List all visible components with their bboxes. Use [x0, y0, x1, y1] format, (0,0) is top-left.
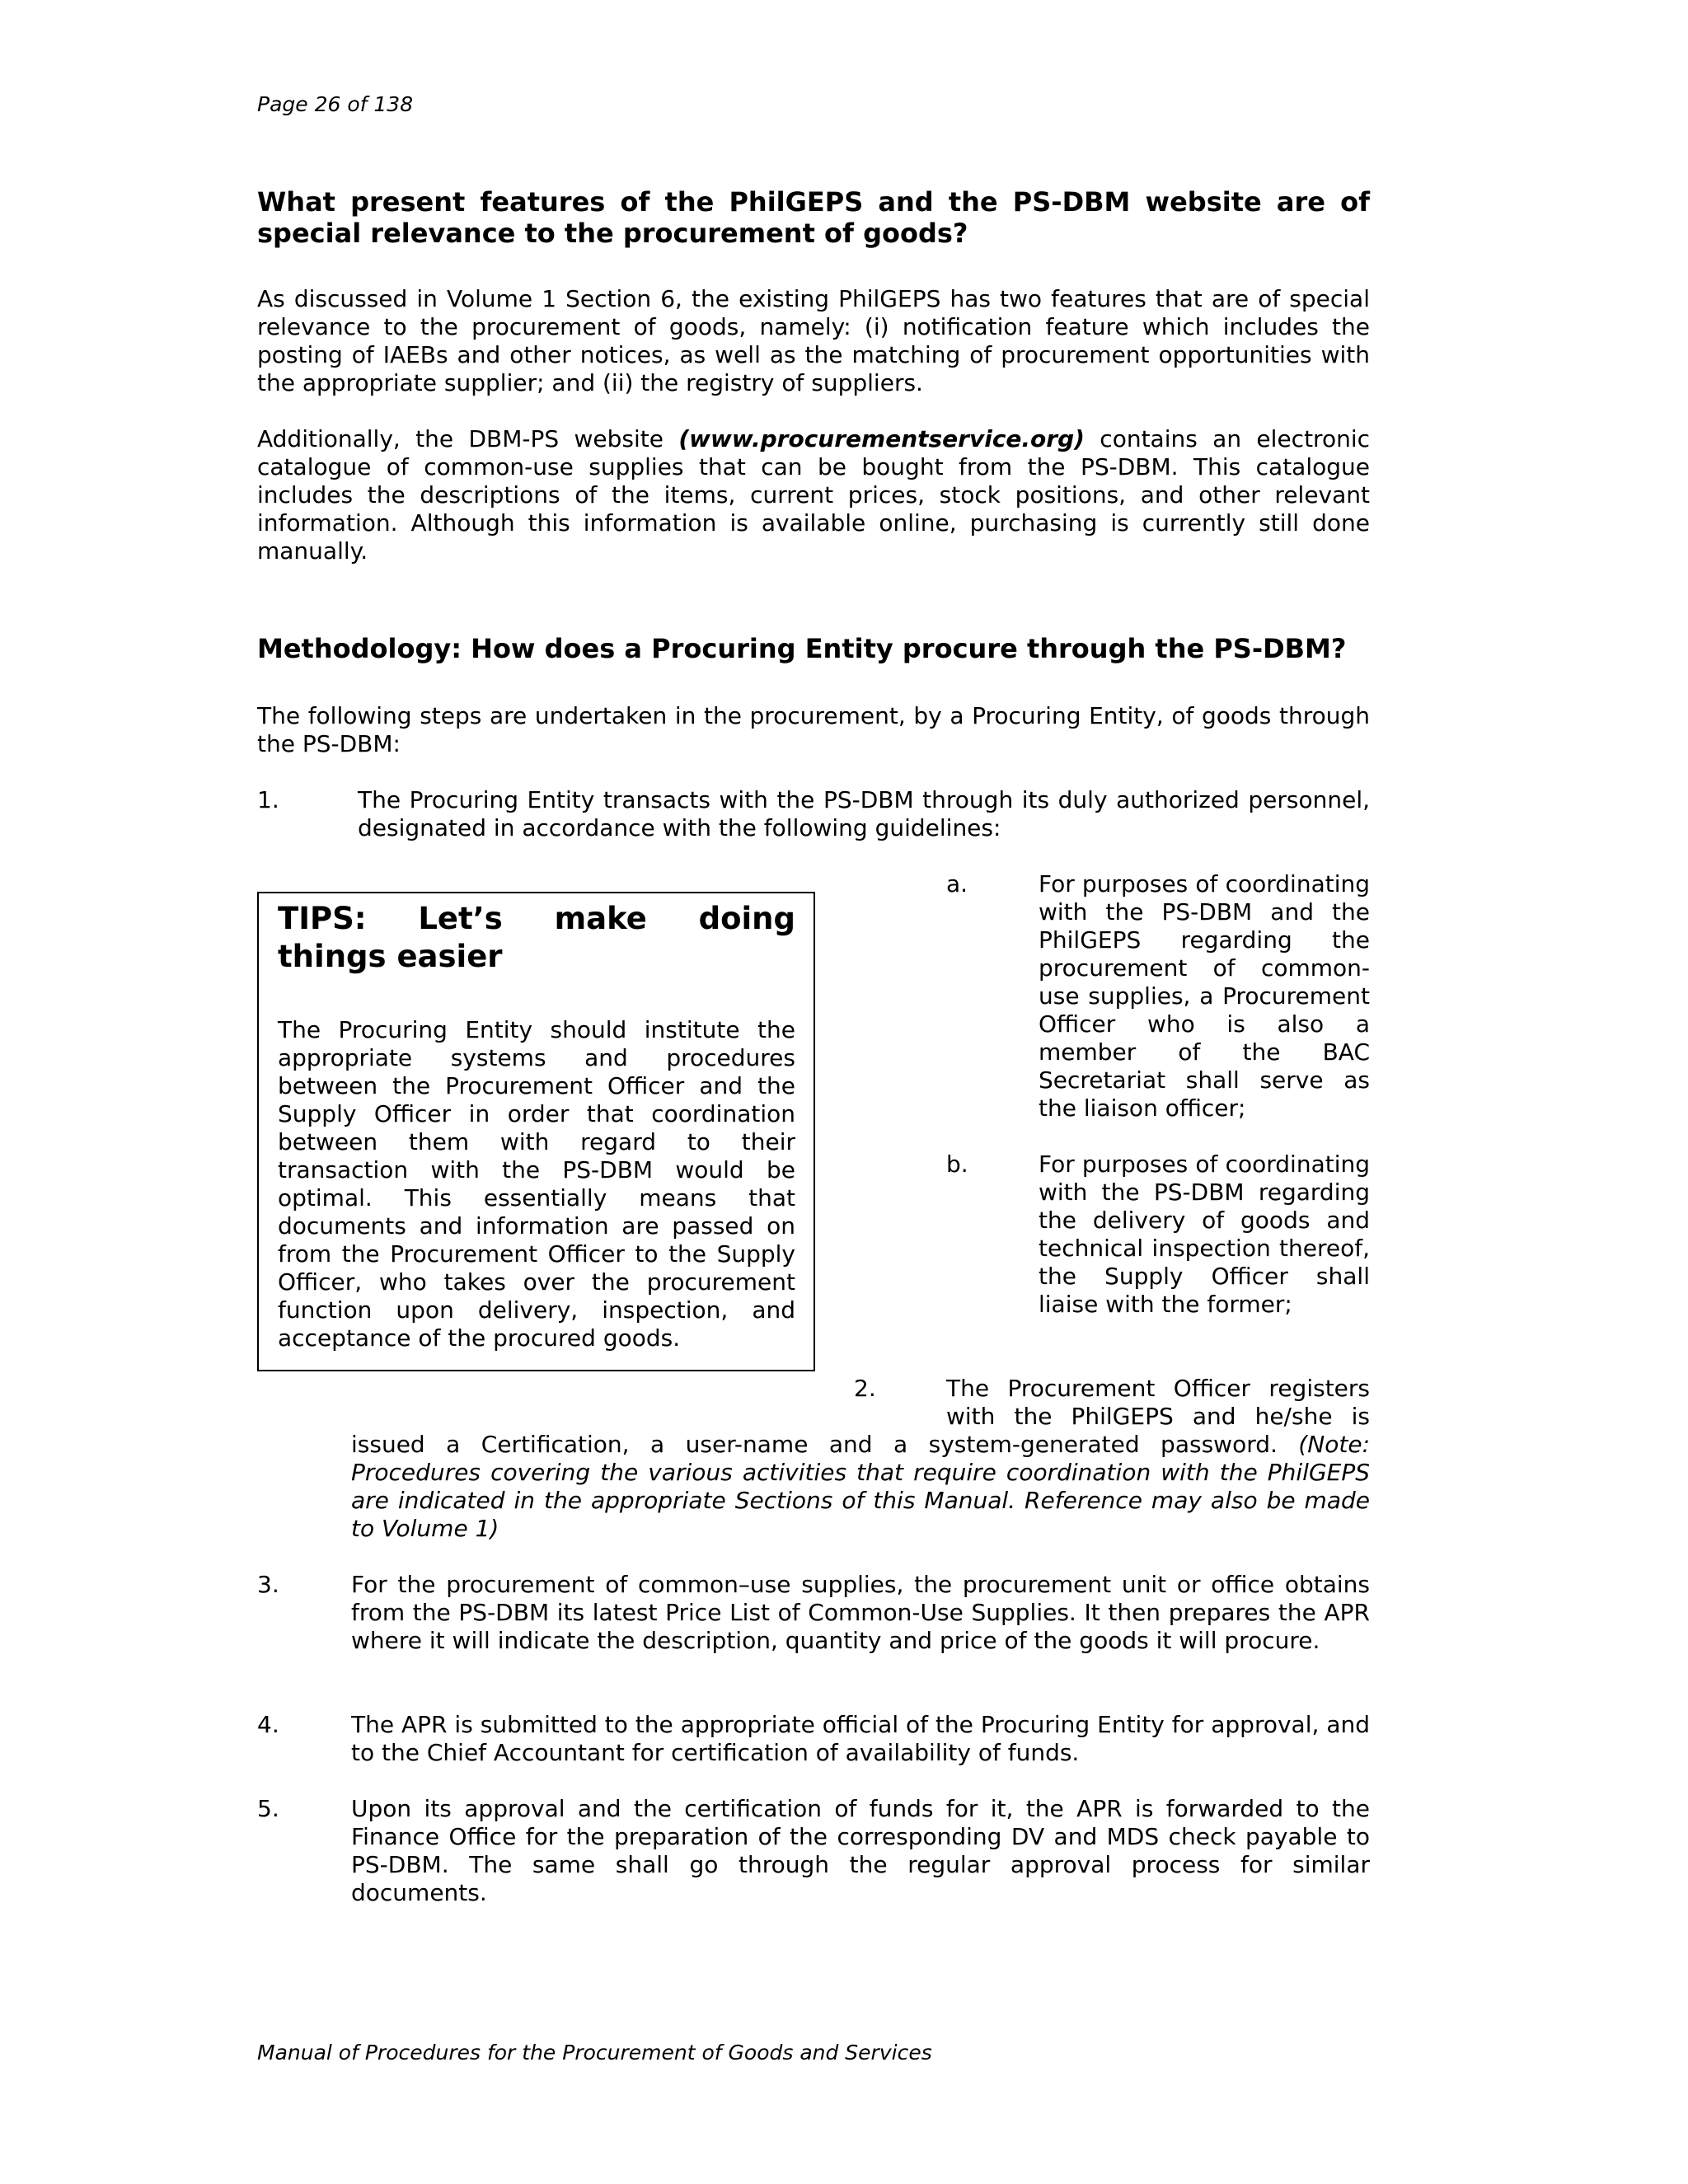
step-3-text: For the procurement of common–use supplies, the procurement unit or office obtains from the PS-DBM its latest Price List of Common-Use Supplies. It then prepares the APR where it will indicate the description, quantity and price of the goods it will procure.	[351, 1571, 1370, 1654]
step-2-number: 2.	[854, 1375, 876, 1402]
paragraph-dbm-website	[257, 425, 1370, 565]
step-1-text: The Procuring Entity transacts with the PS-DBM through its duly authorized personnel, designated in accordance with the following guidelines:	[358, 786, 1370, 841]
step-2-text-rest: issued a Certification, a user-name and a system-generated password.	[351, 1431, 1299, 1458]
sub-item-a-text: For purposes of coordinating with the PS-DBM and the PhilGEPS regarding the procurement of common-use supplies, a Procurement Officer who is also a member of the BAC Secretariat shall serve as the liaison officer;	[1039, 870, 1370, 1122]
paragraph-dbm-website-lead: Additionally, the DBM-PS website	[257, 425, 679, 452]
step-5-text: Upon its approval and the certification of funds for it, the APR is forwarded to the Finance Office for the preparation of the corresponding DV and MDS check payable to PS-DBM. The same shall go through the regular approval process for similar documents.	[351, 1795, 1370, 1906]
section-heading-features: What present features of the PhilGEPS and the PS-DBM website are of special relevance to the procurement of goods?	[257, 186, 1370, 249]
tips-box	[257, 892, 815, 1371]
step-2-text-top: The Procurement Officer registers with the PhilGEPS and he/she is	[946, 1375, 1370, 1430]
step-4-number: 4.	[257, 1711, 279, 1738]
step-3-number: 3.	[257, 1571, 279, 1598]
sub-item-b-letter: b.	[946, 1151, 968, 1178]
paragraph-steps-intro: The following steps are undertaken in the procurement, by a Procuring Entity, of goods through the PS-DBM:	[257, 702, 1370, 757]
paragraph-dbm-website-rest: contains an electronic catalogue of common-use supplies that can be bought from the PS-DBM. This catalogue includes the descriptions of the items, current prices, stock positions, and other relevant information. Although this information is available online, purchasing is currently still done manually.	[257, 425, 1370, 565]
website-url: (www.procurementservice.org)	[678, 425, 1085, 452]
tips-title	[278, 900, 795, 976]
page-number: Page 26 of 138	[257, 92, 414, 116]
step-1-number: 1.	[257, 786, 279, 813]
tips-body: The Procuring Entity should institute the appropriate systems and procedures between the Procurement Officer and the Supply Officer in order that coordination between them with regard to their transaction with the PS-DBM would be optimal. This essentially means that documents and information are passed on from the Procurement Officer to the Supply Officer, who takes over the procurement function upon delivery, inspection, and acceptance of the procured goods.	[278, 1016, 795, 1352]
paragraph-philgeps-features: As discussed in Volume 1 Section 6, the existing PhilGEPS has two features that are of special relevance to the procurement of goods, namely: (i) notification feature which includes the posting of IAEBs and other notices, as well as the matching of procurement opportunities with the appropriate supplier; and (ii) the registry of suppliers.	[257, 285, 1370, 396]
footer-title: Manual of Procedures for the Procurement of Goods and Services	[257, 2041, 932, 2064]
sub-item-b-text: For purposes of coordinating with the PS-DBM regarding the delivery of goods and technical inspection thereof, the Supply Officer shall liaise with the former;	[1039, 1151, 1370, 1318]
tips-title-line-2: things easier	[278, 939, 503, 974]
step-2-note: (Note: Procedures covering the various activities that require coordination with the PhilGEPS are indicated in the appropriate Sections of this Manual. Reference may also be made to Volume 1)	[351, 1431, 1370, 1542]
sub-item-a-letter: a.	[946, 870, 968, 898]
tips-title-line-1: TIPS: Let’s make doing	[278, 901, 795, 936]
section-heading-methodology: Methodology: How does a Procuring Entity procure through the PS-DBM?	[257, 633, 1347, 664]
step-2-text	[351, 1431, 1370, 1543]
step-4-text: The APR is submitted to the appropriate official of the Procuring Entity for approval, and to the Chief Accountant for certification of availability of funds.	[351, 1711, 1370, 1766]
step-5-number: 5.	[257, 1795, 279, 1822]
